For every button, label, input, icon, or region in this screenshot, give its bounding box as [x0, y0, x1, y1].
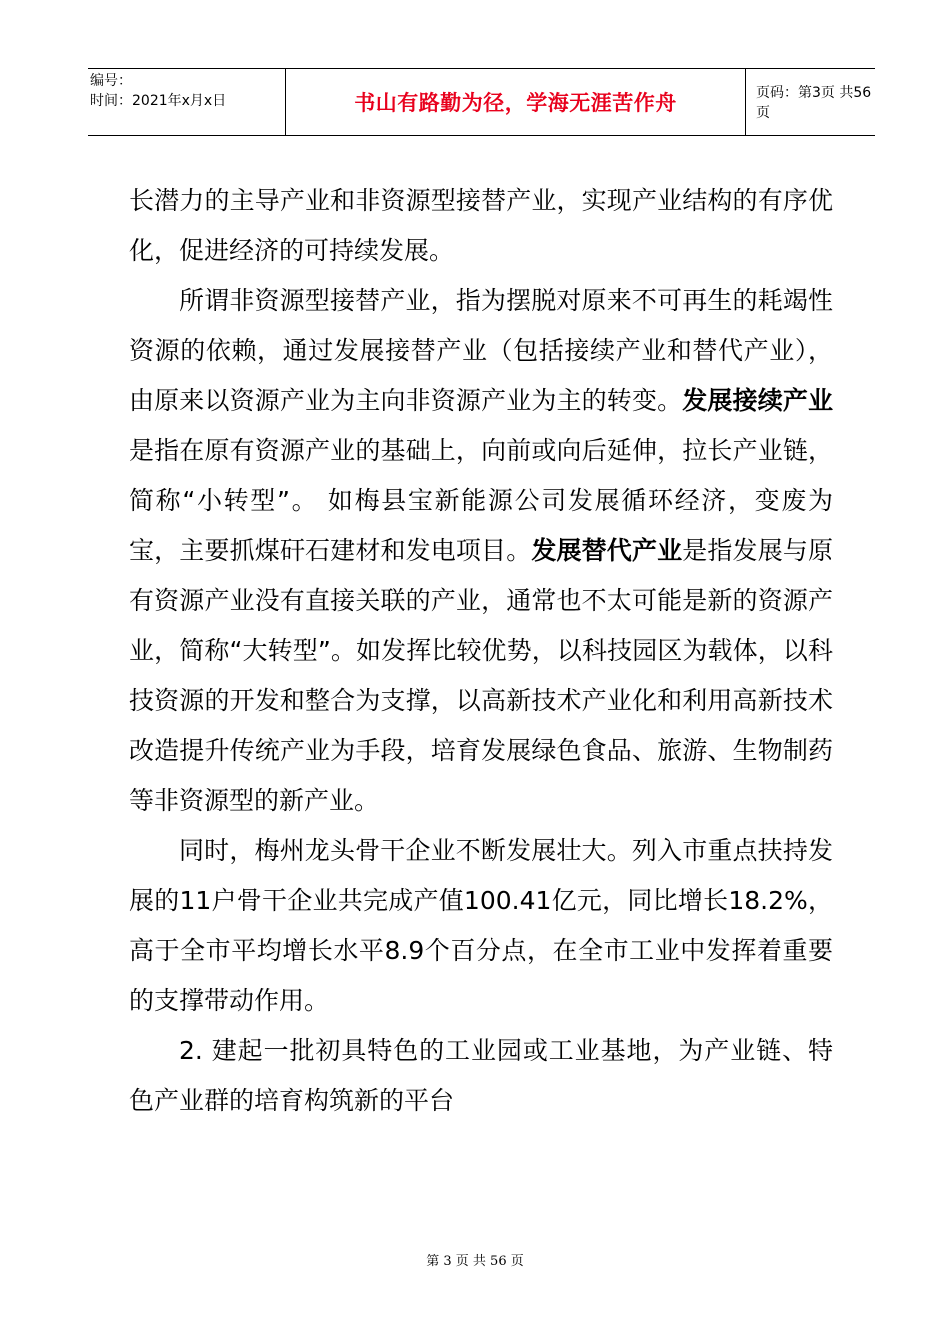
paragraph-2-text-3: 是指发展与原有资源产业没有直接关联的产业，通常也不太可能是新的资源产业，简称“大转型”。如发挥比较优势，以科技园区为载体，以科技资源的开发和整合为支撑，以高新技术产业化和利用高新技术改造提升传统产业为手段，培育发展绿色食品、旅游、生物制药等非资源型的新产业。 [129, 536, 833, 815]
paragraph-3: 同时，梅州龙头骨干企业不断发展壮大。列入市重点扶持发展的11户骨干企业共完成产值100.41亿元，同比增长18.2%，高于全市平均增长水平8.9个百分点，在全市工业中发挥着重要的支撑带动作用。 [129, 836, 833, 1015]
header-motto-cell [286, 69, 746, 135]
header-meta-cell [88, 69, 286, 135]
bold-term-replacement-industry: 发展替代产业 [531, 536, 683, 565]
header-page-label: 页码：第3页 共56页 [756, 85, 872, 121]
header-motto: 书山有路勤为径，学海无涯苦作舟 [354, 91, 677, 115]
page-header [88, 68, 875, 136]
paragraph-4-heading: 2. 建起一批初具特色的工业园或工业基地，为产业链、特色产业群的培育构筑新的平台 [129, 1036, 833, 1115]
page-footer: 第 3 页 共 56 页 [426, 1254, 524, 1269]
paragraph-2 [129, 276, 833, 826]
bold-term-continuation-industry: 发展接续产业 [682, 386, 833, 415]
document-body [129, 176, 833, 1126]
header-page-cell [746, 69, 875, 135]
paragraph-1: 长潜力的主导产业和非资源型接替产业，实现产业结构的有序优化，促进经济的可持续发展。 [129, 186, 833, 265]
document-number-label: 编号： [90, 73, 132, 89]
paragraph-2-text-2: 是指在原有资源产业的基础上，向前或向后延伸，拉长产业链，简称“小转型”。 如梅县宝新能源公司发展循环经济，变废为宝，主要抓煤矸石建材和发电项目。 [129, 436, 833, 565]
document-time-label: 时间：2021年x月x日 [90, 93, 227, 109]
paragraph-2-text-1: 所谓非资源型接替产业，指为摆脱对原来不可再生的耗竭性资源的依赖，通过发展接替产业（包括接续产业和替代产业），由原来以资源产业为主向非资源产业为主的转变。 [129, 286, 833, 415]
